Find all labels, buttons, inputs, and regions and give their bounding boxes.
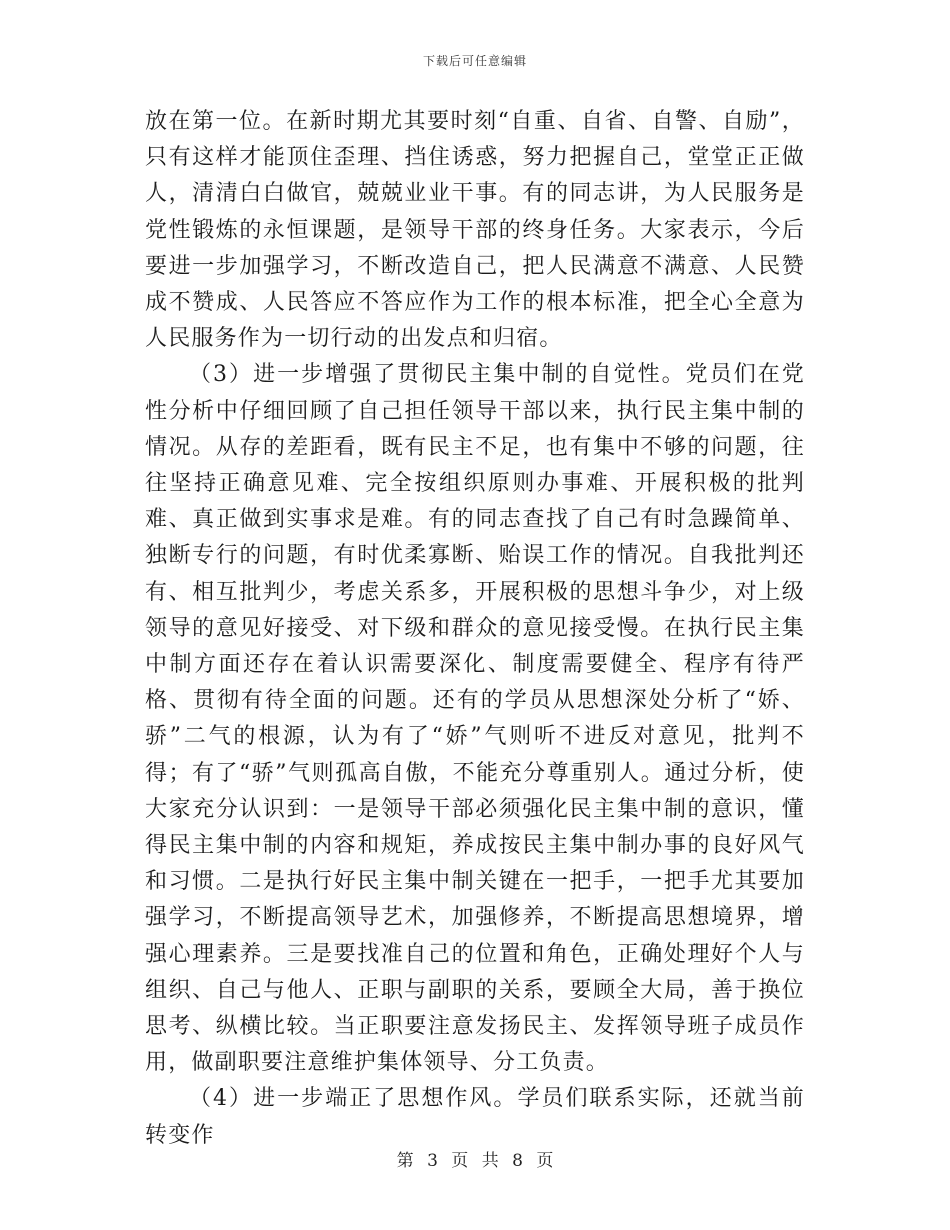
footer-label-ye-end: 页: [536, 1151, 554, 1171]
page-footer: [0, 1146, 950, 1171]
paragraph-3: （4）进一步端正了思想作风。学员们联系实际，还就当前转变作: [145, 1086, 805, 1148]
footer-total-pages: 8: [512, 1151, 523, 1171]
paragraph-1: 放在第一位。在新时期尤其要时刻“自重、自省、自警、自励”，只有这样才能顶住歪理、挡住诱惑，努力把握自己，堂堂正正做人，清清白白做官，兢兢业业干事。有的同志讲，为人民服务是党性锻炼的永恒课题，是领导干部的终身任务。大家表示，今后要进一步加强学习，不断改造自己，把人民满意不满意、人民赞成不赞成、人民答应不答应作为工作的根本标准，把全心全意为人民服务作为一切行动的出发点和归宿。: [145, 109, 805, 352]
footer-label-gong: 共: [481, 1151, 499, 1171]
footer-label-ye: 页: [451, 1151, 469, 1171]
footer-current-page: 3: [427, 1151, 438, 1171]
paragraph-2: （3）进一步增强了贯彻民主集中制的自觉性。党员们在党性分析中仔细回顾了自己担任领导干部以来，执行民主集中制的情况。从存的差距看，既有民主不足，也有集中不够的问题，往往坚持正确意见难、完全按组织原则办事难、开展积极的批判难、真正做到实事求是难。有的同志查找了自己有时急躁简单、独断专行的问题，有时优柔寡断、贻误工作的情况。自我批判还有、相互批判少，考虑关系多，开展积极的思想斗争少，对上级领导的意见好接受、对下级和群众的意见接受慢。在执行民主集中制方面还存在着认识需要深化、制度需要健全、程序有待严格、贯彻有待全面的问题。还有的学员从思想深处分析了“娇、骄”二气的根源，认为有了“娇”气则听不进反对意见，批判不得；有了“骄”气则孤高自傲，不能充分尊重别人。通过分析，使大家充分认识到：一是领导干部必须强化民主集中制的意识，懂得民主集中制的内容和规矩，养成按民主集中制办事的良好风气和习惯。二是执行好民主集中制关键在一把手，一把手尤其要加强学习，不断提高领导艺术，加强修养，不断提高思想境界，增强心理素养。三是要找准自己的位置和角色，正确处理好个人与组织、自己与他人、正职与副职的关系，要顾全大局，善于换位思考、纵横比较。当正职要注意发扬民主、发挥领导班子成员作用，做副职要注意维护集体领导、分工负责。: [145, 362, 805, 1076]
document-body: [145, 104, 805, 1154]
footer-label-di: 第: [396, 1151, 414, 1171]
header-note: 下载后可任意编辑: [422, 54, 527, 68]
